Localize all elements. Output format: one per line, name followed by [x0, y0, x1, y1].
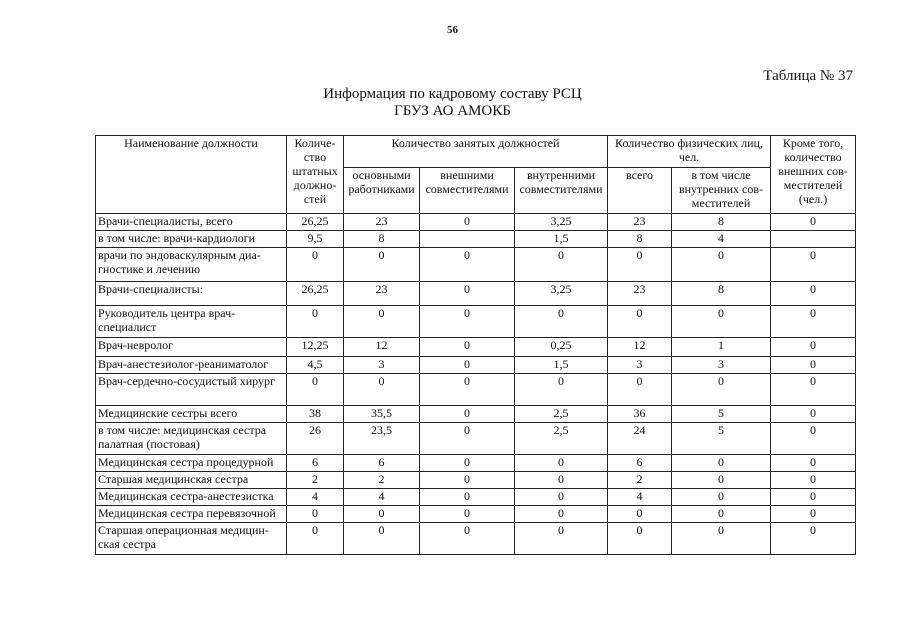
cell-staff: 4,5 [287, 357, 344, 374]
cell-extra: 0 [771, 357, 856, 374]
cell-external: 0 [420, 306, 515, 338]
cell-extra: 0 [771, 248, 856, 282]
header-occupied: Количество занятых должностей [344, 136, 608, 168]
cell-extra: 0 [771, 423, 856, 455]
table-body [96, 214, 856, 555]
cell-total: 23 [608, 214, 672, 231]
cell-main: 23,5 [344, 423, 420, 455]
cell-name: в том числе: врачи-кардиологи [96, 231, 287, 248]
cell-external: 0 [420, 506, 515, 523]
cell-main: 0 [344, 374, 420, 406]
cell-name: Врач-невролог [96, 338, 287, 357]
cell-physical-internal: 0 [672, 306, 771, 338]
cell-main: 0 [344, 506, 420, 523]
cell-physical-internal: 0 [672, 455, 771, 472]
table-row [96, 306, 856, 338]
cell-name: Медицинская сестра перевязочной [96, 506, 287, 523]
cell-staff: 0 [287, 306, 344, 338]
cell-external: 0 [420, 282, 515, 306]
header-position: Наименование должности [96, 136, 287, 214]
cell-internal: 2,5 [515, 406, 608, 423]
cell-internal: 2,5 [515, 423, 608, 455]
cell-staff: 26,25 [287, 214, 344, 231]
cell-name: Старшая операционная медицин-ская сестра [96, 523, 287, 555]
cell-extra: 0 [771, 374, 856, 406]
cell-external: 0 [420, 489, 515, 506]
cell-total: 12 [608, 338, 672, 357]
cell-physical-internal: 8 [672, 214, 771, 231]
cell-main: 0 [344, 306, 420, 338]
cell-physical-internal: 1 [672, 338, 771, 357]
cell-physical-internal: 0 [672, 374, 771, 406]
cell-internal: 0 [515, 506, 608, 523]
document-title [0, 86, 905, 120]
table-row [96, 423, 856, 455]
cell-internal: 3,25 [515, 214, 608, 231]
header-occupied-internal: внутренними совместителями [515, 168, 608, 214]
table-row [96, 455, 856, 472]
cell-internal: 0 [515, 374, 608, 406]
header-occupied-main: основными работниками [344, 168, 420, 214]
page-number: 56 [447, 24, 458, 36]
cell-external: 0 [420, 338, 515, 357]
cell-physical-internal: 8 [672, 282, 771, 306]
header-staff-units: Количе-ство штатных должно-стей [287, 136, 344, 214]
cell-name: Врач-сердечно-сосудистый хирург [96, 374, 287, 406]
cell-name: Медицинская сестра процедурной [96, 455, 287, 472]
cell-internal: 0 [515, 248, 608, 282]
cell-total: 0 [608, 248, 672, 282]
header-extra: Кроме того, количество внешних сов-местителей (чел.) [771, 136, 856, 214]
cell-external: 0 [420, 423, 515, 455]
cell-internal: 0 [515, 489, 608, 506]
table-row [96, 406, 856, 423]
cell-main: 8 [344, 231, 420, 248]
cell-external: 0 [420, 248, 515, 282]
table-row [96, 248, 856, 282]
cell-total: 24 [608, 423, 672, 455]
header-physical: Количество физических лиц, чел. [608, 136, 771, 168]
cell-internal: 1,5 [515, 357, 608, 374]
cell-main: 12 [344, 338, 420, 357]
header-physical-internal: в том числе внутренних сов-местителей [672, 168, 771, 214]
cell-extra: 0 [771, 489, 856, 506]
table-row [96, 338, 856, 357]
cell-main: 23 [344, 282, 420, 306]
cell-main: 3 [344, 357, 420, 374]
cell-extra: 0 [771, 306, 856, 338]
table-row [96, 357, 856, 374]
table-header [96, 136, 856, 214]
table-row [96, 489, 856, 506]
cell-internal: 0 [515, 472, 608, 489]
cell-main: 0 [344, 248, 420, 282]
cell-internal: 0 [515, 455, 608, 472]
cell-staff: 0 [287, 523, 344, 555]
cell-total: 0 [608, 506, 672, 523]
cell-total: 0 [608, 523, 672, 555]
cell-extra: 0 [771, 406, 856, 423]
cell-main: 35,5 [344, 406, 420, 423]
cell-staff: 26,25 [287, 282, 344, 306]
cell-staff: 2 [287, 472, 344, 489]
cell-internal: 0 [515, 306, 608, 338]
cell-physical-internal: 0 [672, 489, 771, 506]
table-reference: Таблица № 37 [763, 68, 853, 84]
cell-total: 2 [608, 472, 672, 489]
cell-total: 23 [608, 282, 672, 306]
cell-main: 23 [344, 214, 420, 231]
cell-staff: 12,25 [287, 338, 344, 357]
cell-name: Врачи-специалисты, всего [96, 214, 287, 231]
title-line-1: Информация по кадровому составу РСЦ [323, 86, 582, 102]
cell-extra: 0 [771, 472, 856, 489]
cell-total: 8 [608, 231, 672, 248]
cell-physical-internal: 0 [672, 472, 771, 489]
cell-external: 0 [420, 523, 515, 555]
cell-staff: 9,5 [287, 231, 344, 248]
cell-staff: 6 [287, 455, 344, 472]
header-occupied-external: внешними совместителями [420, 168, 515, 214]
cell-main: 2 [344, 472, 420, 489]
cell-name: Медицинская сестра-анестезистка [96, 489, 287, 506]
cell-extra: 0 [771, 338, 856, 357]
cell-staff: 0 [287, 248, 344, 282]
cell-total: 3 [608, 357, 672, 374]
cell-physical-internal: 0 [672, 506, 771, 523]
cell-name: Врачи-специалисты: [96, 282, 287, 306]
table-row [96, 282, 856, 306]
cell-external [420, 231, 515, 248]
cell-name: в том числе: медицинская сестра палатная (постовая) [96, 423, 287, 455]
table-row [96, 231, 856, 248]
cell-name: Старшая медицинская сестра [96, 472, 287, 489]
cell-external: 0 [420, 214, 515, 231]
cell-main: 4 [344, 489, 420, 506]
cell-external: 0 [420, 374, 515, 406]
cell-internal: 1,5 [515, 231, 608, 248]
cell-name: Врач-анестезиолог-реаниматолог [96, 357, 287, 374]
cell-extra: 0 [771, 455, 856, 472]
cell-external: 0 [420, 406, 515, 423]
table-row [96, 506, 856, 523]
cell-external: 0 [420, 472, 515, 489]
cell-name: Медицинские сестры всего [96, 406, 287, 423]
cell-total: 4 [608, 489, 672, 506]
cell-internal: 0 [515, 523, 608, 555]
cell-staff: 38 [287, 406, 344, 423]
cell-name: врачи по эндоваскулярным диа-гностике и лечению [96, 248, 287, 282]
cell-internal: 3,25 [515, 282, 608, 306]
cell-extra: 0 [771, 523, 856, 555]
cell-internal: 0,25 [515, 338, 608, 357]
table-row [96, 214, 856, 231]
table-row [96, 472, 856, 489]
table-row [96, 374, 856, 406]
cell-total: 0 [608, 306, 672, 338]
cell-external: 0 [420, 455, 515, 472]
cell-staff: 26 [287, 423, 344, 455]
table-row [96, 523, 856, 555]
cell-main: 0 [344, 523, 420, 555]
title-line-2: ГБУЗ АО АМОКБ [394, 103, 511, 119]
cell-extra: 0 [771, 282, 856, 306]
cell-staff: 4 [287, 489, 344, 506]
cell-physical-internal: 4 [672, 231, 771, 248]
cell-physical-internal: 3 [672, 357, 771, 374]
cell-extra [771, 231, 856, 248]
cell-external: 0 [420, 357, 515, 374]
cell-physical-internal: 5 [672, 406, 771, 423]
cell-name: Руководитель центра врач-специалист [96, 306, 287, 338]
cell-main: 6 [344, 455, 420, 472]
header-physical-total: всего [608, 168, 672, 214]
cell-total: 36 [608, 406, 672, 423]
cell-physical-internal: 5 [672, 423, 771, 455]
cell-physical-internal: 0 [672, 248, 771, 282]
cell-total: 6 [608, 455, 672, 472]
staffing-table [95, 135, 856, 555]
cell-staff: 0 [287, 506, 344, 523]
cell-total: 0 [608, 374, 672, 406]
cell-extra: 0 [771, 214, 856, 231]
cell-physical-internal: 0 [672, 523, 771, 555]
cell-staff: 0 [287, 374, 344, 406]
cell-extra: 0 [771, 506, 856, 523]
